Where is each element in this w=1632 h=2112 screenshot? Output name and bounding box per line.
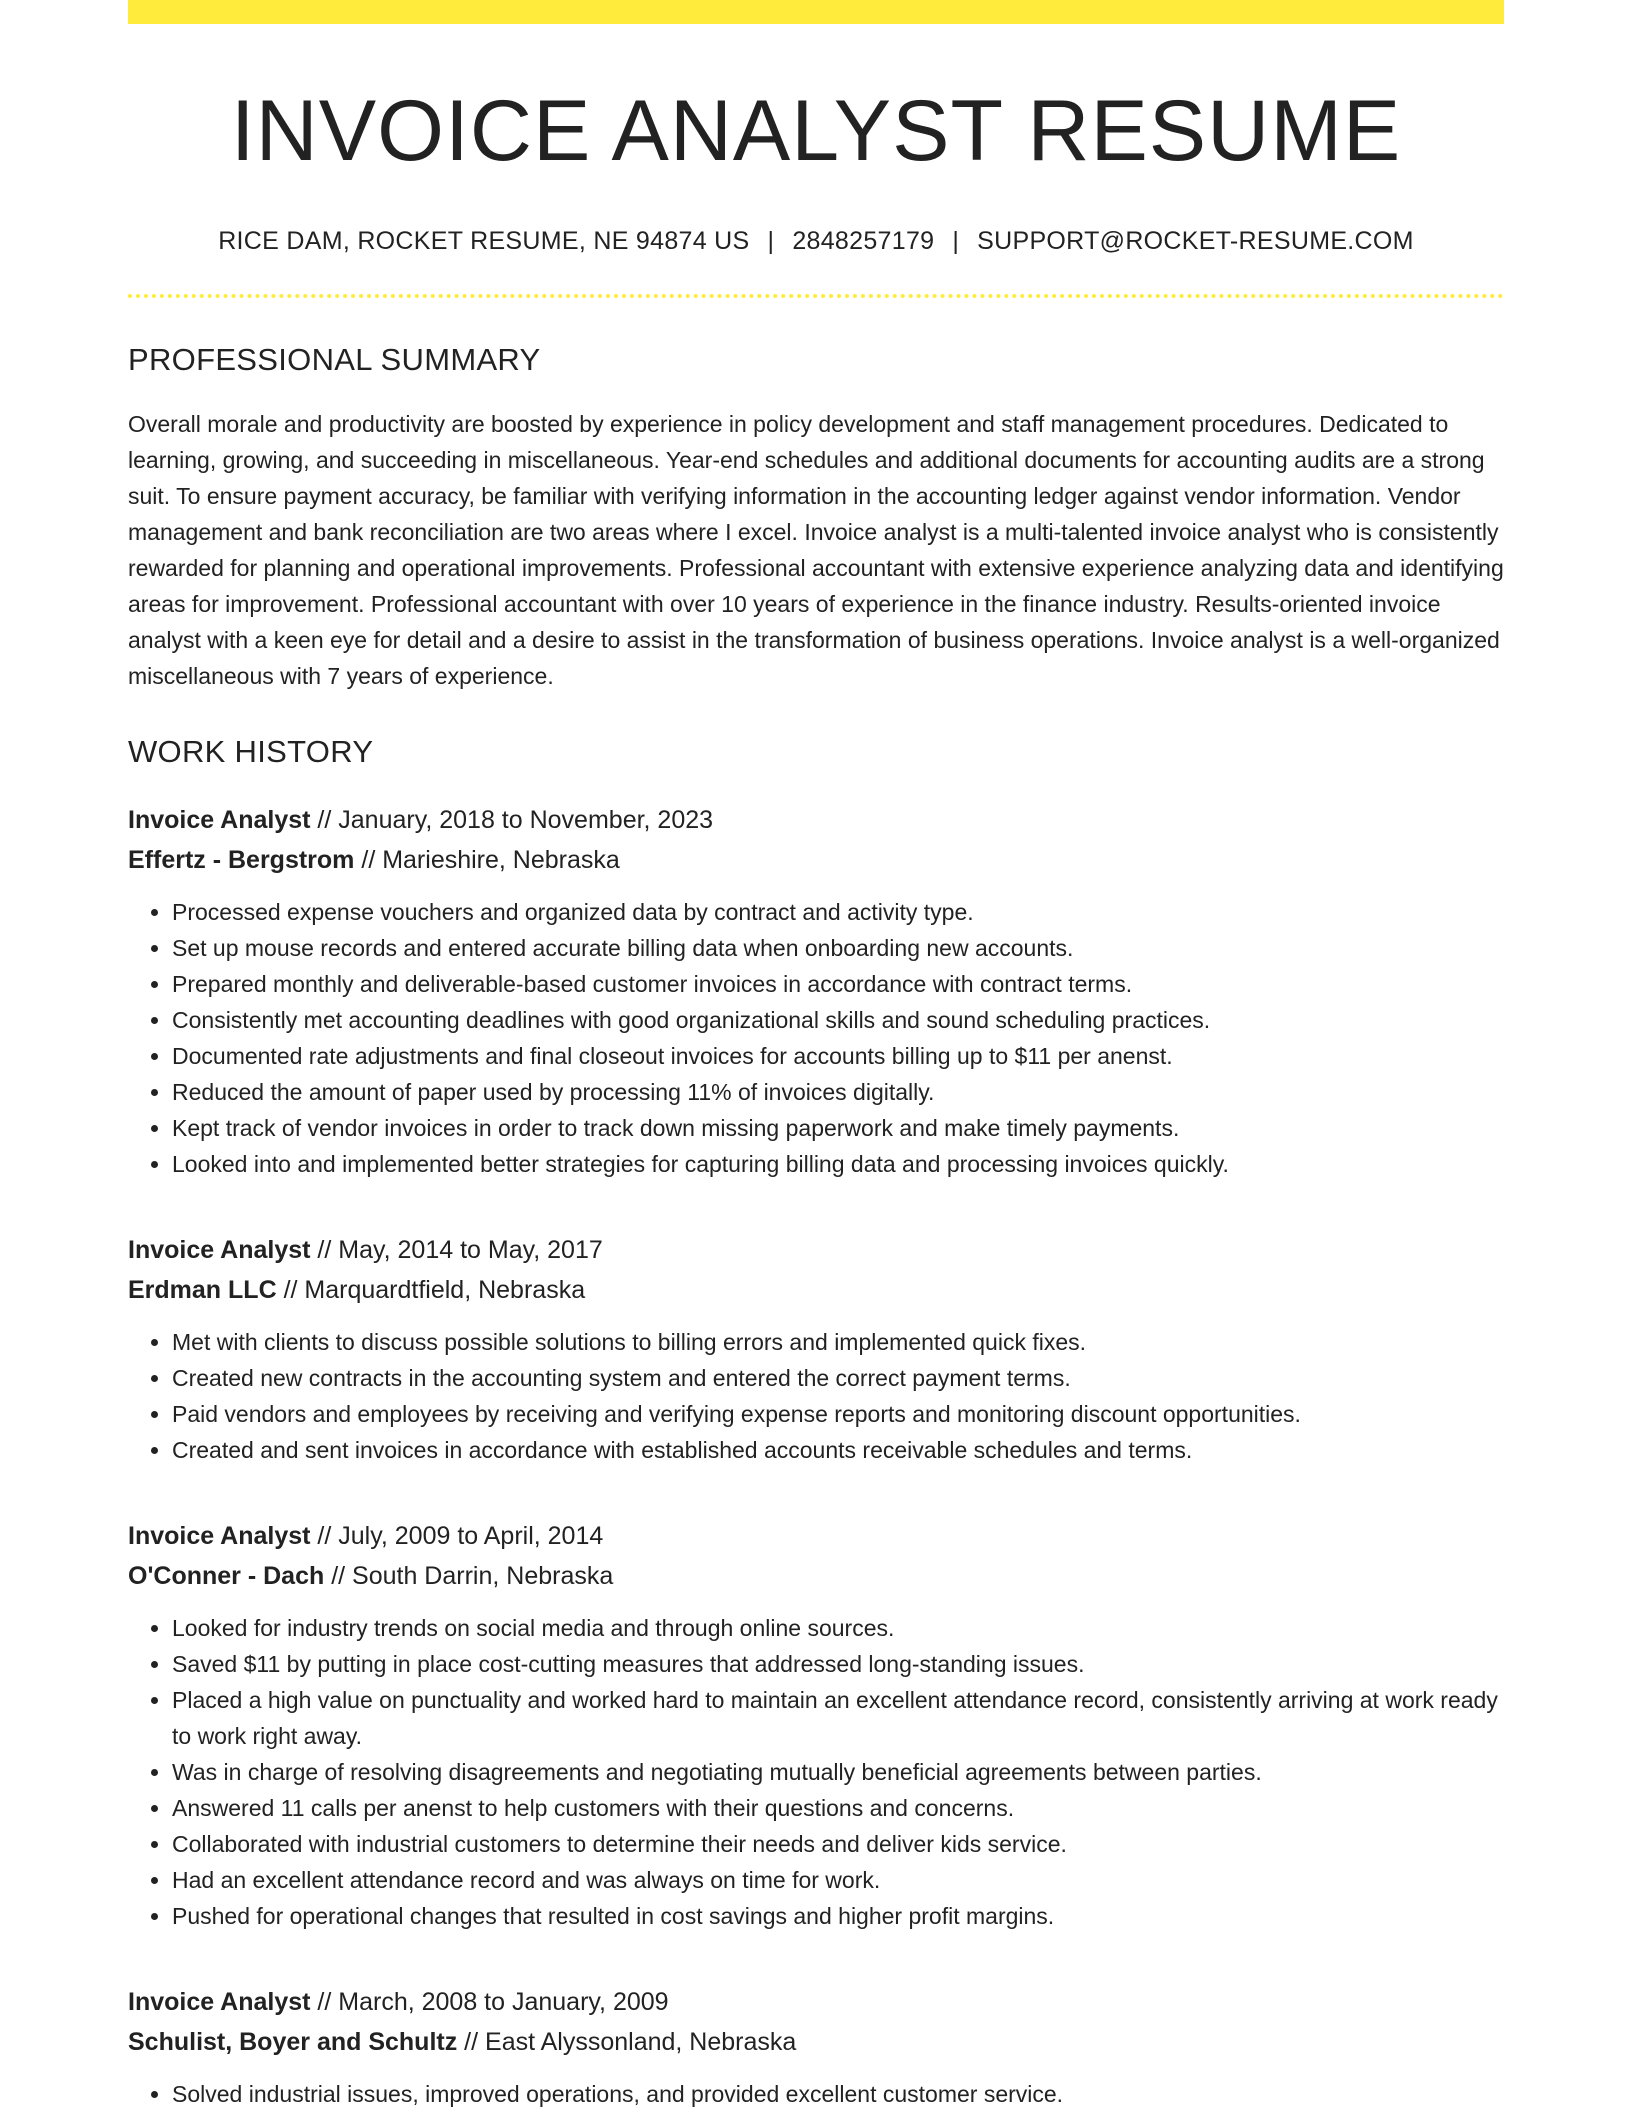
contact-phone: 2848257179 <box>792 226 935 255</box>
job-company-line <box>128 840 1504 880</box>
job-company: Erdman LLC <box>128 1275 277 1304</box>
job-location: // Marquardtfield, Nebraska <box>276 1275 586 1304</box>
job-entry <box>128 1516 1504 1934</box>
job-bullet: • Was in charge of resolving disagreements and negotiating mutually beneficial agreements between parties. <box>172 1754 1504 1790</box>
job-dates: // July, 2009 to April, 2014 <box>310 1521 604 1550</box>
job-entry <box>128 1230 1504 1468</box>
job-dates: // January, 2018 to November, 2023 <box>310 805 714 834</box>
resume-title: INVOICE ANALYST RESUME <box>230 83 1402 179</box>
job-bullet: • Documented rate adjustments and final closeout invoices for accounts billing up to $11 per anenst. <box>172 1038 1504 1074</box>
summary-heading: PROFESSIONAL SUMMARY <box>128 341 541 377</box>
job-bullets <box>128 1610 1504 1934</box>
job-dates: // May, 2014 to May, 2017 <box>310 1235 603 1264</box>
contact-line <box>128 227 1504 256</box>
job-location: // South Darrin, Nebraska <box>324 1561 614 1590</box>
job-bullet: • Looked for industry trends on social media and through online sources. <box>172 1610 1504 1646</box>
job-entry <box>128 1982 1504 2112</box>
job-bullets <box>128 2076 1504 2112</box>
job-location: // East Alyssonland, Nebraska <box>457 2027 797 2056</box>
job-bullet: • Set up mouse records and entered accurate billing data when onboarding new accounts. <box>172 930 1504 966</box>
top-accent-bar <box>128 0 1504 24</box>
job-bullet: • Solved industrial issues, improved operations, and provided excellent customer service. <box>172 2076 1504 2112</box>
job-bullet: • Had an excellent attendance record and was always on time for work. <box>172 1862 1504 1898</box>
job-entry <box>128 800 1504 1182</box>
job-title: Invoice Analyst <box>128 805 311 834</box>
job-bullet: • Paid vendors and employees by receiving and verifying expense reports and monitoring discount opportunities. <box>172 1396 1504 1432</box>
resume-page <box>128 0 1504 2112</box>
job-bullet: • Processed expense vouchers and organized data by contract and activity type. <box>172 894 1504 930</box>
job-bullet: • Created new contracts in the accounting system and entered the correct payment terms. <box>172 1360 1504 1396</box>
job-company: O'Conner - Dach <box>128 1561 325 1590</box>
job-title-line <box>128 1230 1504 1270</box>
jobs-list <box>128 800 1504 2112</box>
job-bullet: • Collaborated with industrial customers to determine their needs and deliver kids service. <box>172 1826 1504 1862</box>
job-company: Effertz - Bergstrom <box>128 845 355 874</box>
job-title-line <box>128 800 1504 840</box>
job-title: Invoice Analyst <box>128 1235 311 1264</box>
job-title-line <box>128 1982 1504 2022</box>
job-bullet: • Created and sent invoices in accordance with established accounts receivable schedules and terms. <box>172 1432 1504 1468</box>
job-bullet: • Saved $11 by putting in place cost-cutting measures that addressed long-standing issues. <box>172 1646 1504 1682</box>
job-bullet: • Placed a high value on punctuality and worked hard to maintain an excellent attendance record, consistently arriving at work ready to work right away. <box>172 1682 1504 1754</box>
job-title: Invoice Analyst <box>128 1987 311 2016</box>
job-bullets <box>128 1324 1504 1468</box>
job-company: Schulist, Boyer and Schultz <box>128 2027 458 2056</box>
job-location: // Marieshire, Nebraska <box>354 845 620 874</box>
contact-address: RICE DAM, ROCKET RESUME, NE 94874 US <box>218 226 750 255</box>
summary-text: Overall morale and productivity are boosted by experience in policy development and staff management procedures. Dedicated to learning, growing, and succeeding in miscellaneous. Year-end schedules and additional documents for accounting audits are a strong suit. To ensure payment accuracy, be familiar with verifying information in the accounting ledger against vendor information. Vendor management and bank reconciliation are two areas where I excel. Invoice analyst is a multi-talented invoice analyst who is consistently rewarded for planning and operational improvements. Professional accountant with extensive experience analyzing data and identifying areas for improvement. Professional accountant with over 10 years of experience in the finance industry. Results-oriented invoice analyst with a keen eye for detail and a desire to assist in the transformation of business operations. Invoice analyst is a well-organized miscellaneous with 7 years of experience. <box>128 410 1504 689</box>
job-bullet: • Pushed for operational changes that resulted in cost savings and higher profit margins. <box>172 1898 1504 1934</box>
job-bullet: • Met with clients to discuss possible solutions to billing errors and implemented quick fixes. <box>172 1324 1504 1360</box>
contact-email: SUPPORT@ROCKET-RESUME.COM <box>977 226 1414 255</box>
job-bullet: • Consistently met accounting deadlines with good organizational skills and sound scheduling practices. <box>172 1002 1504 1038</box>
job-title-line <box>128 1516 1504 1556</box>
job-company-line <box>128 1556 1504 1596</box>
job-bullet: • Answered 11 calls per anenst to help customers with their questions and concerns. <box>172 1790 1504 1826</box>
job-bullet: • Prepared monthly and deliverable-based customer invoices in accordance with contract terms. <box>172 966 1504 1002</box>
job-bullet: • Reduced the amount of paper used by processing 11% of invoices digitally. <box>172 1074 1504 1110</box>
contact-separator: | <box>767 226 775 255</box>
work-history-heading: WORK HISTORY <box>128 733 374 769</box>
job-company-line <box>128 1270 1504 1310</box>
job-bullet: • Looked into and implemented better strategies for capturing billing data and processing invoices quickly. <box>172 1146 1504 1182</box>
dotted-divider <box>128 294 1504 298</box>
contact-separator: | <box>952 226 960 255</box>
job-title: Invoice Analyst <box>128 1521 311 1550</box>
job-bullet: • Kept track of vendor invoices in order to track down missing paperwork and make timely payments. <box>172 1110 1504 1146</box>
job-company-line <box>128 2022 1504 2062</box>
job-dates: // March, 2008 to January, 2009 <box>310 1987 669 2016</box>
job-bullets <box>128 894 1504 1182</box>
